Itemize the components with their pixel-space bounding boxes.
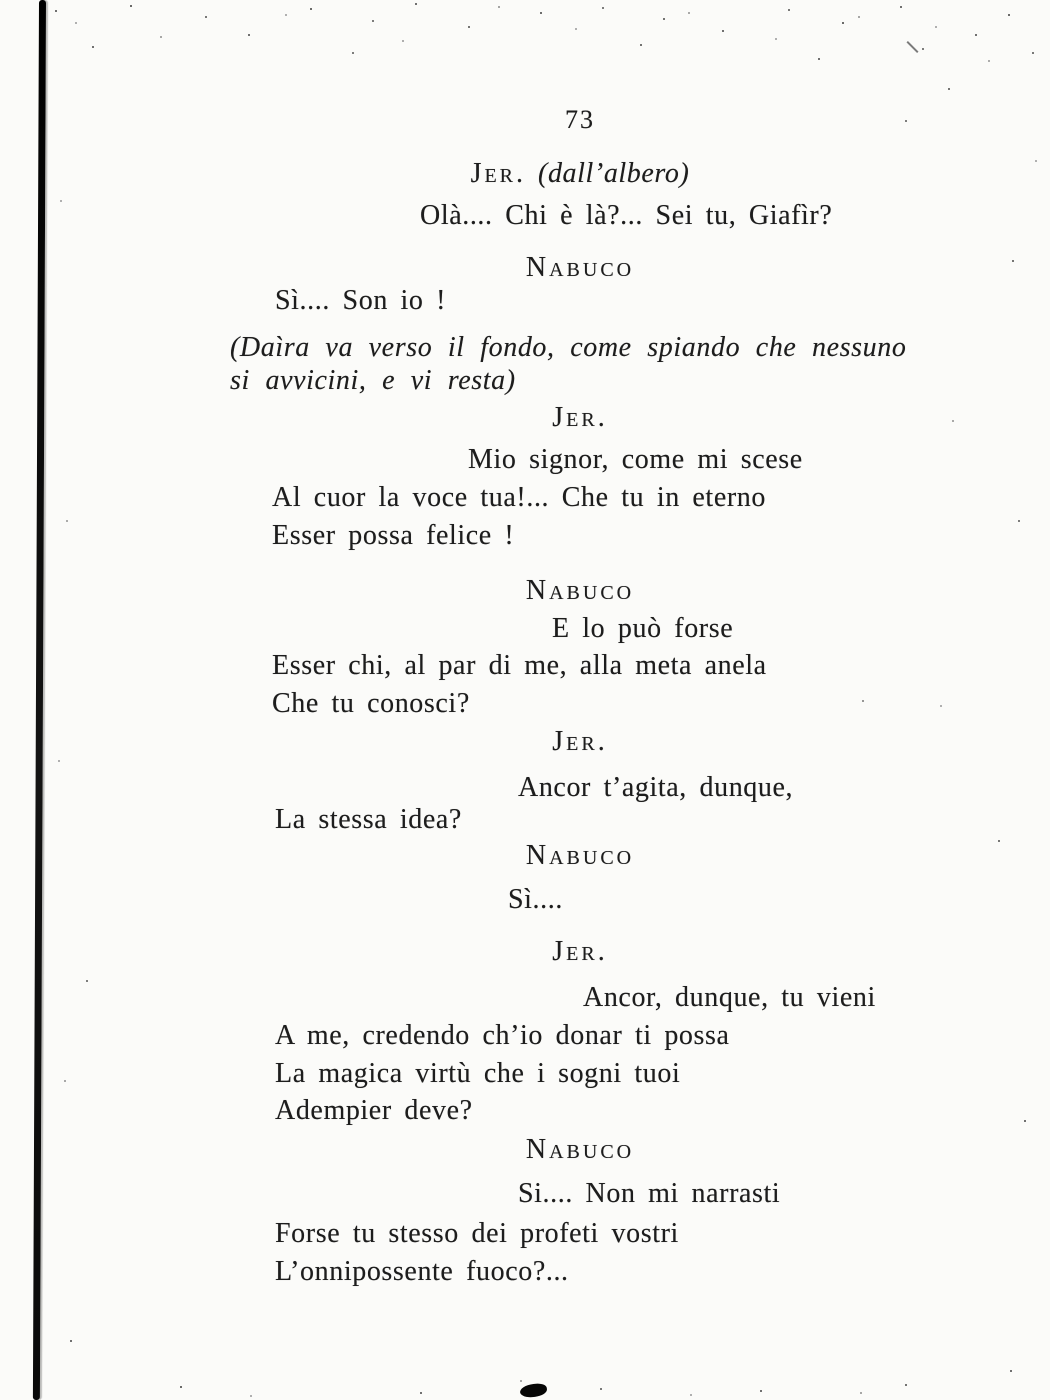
dialogue-line: A me, credendo ch’io donar ti possa [275, 1020, 730, 1051]
dialogue-line: Adempier deve? [275, 1095, 473, 1126]
speaker-heading: Nabuco [525, 252, 635, 283]
speaker-heading: Jer. [552, 402, 608, 433]
dialogue-line: Esser chi, al par di me, alla meta anela [272, 650, 767, 681]
speaker-heading: Jer. [552, 936, 608, 967]
dialogue-line: Ancor, dunque, tu vieni [583, 982, 876, 1013]
speaker-heading: Nabuco [525, 575, 635, 606]
speaker-heading: Jer. [552, 726, 608, 757]
stage-direction-inline: (dall’albero) [538, 158, 690, 189]
stage-direction-line: si avvicini, e vi resta) [230, 365, 516, 396]
scan-scratch-mark [906, 41, 918, 53]
scan-noise-light [0, 0, 2, 2]
speaker-name: Jer. [470, 158, 527, 189]
dialogue-line: Si.... Non mi narrasti [518, 1178, 781, 1209]
speaker-heading: Nabuco [525, 1134, 635, 1165]
dialogue-line: Al cuor la voce tua!... Che tu in eterno [272, 482, 766, 513]
book-gutter-line [33, 0, 46, 1400]
dialogue-line: Sì.... [508, 884, 563, 915]
stage-direction-line: (Daìra va verso il fondo, come spiando che nessuno [230, 332, 907, 363]
dialogue-line: La stessa idea? [275, 804, 462, 835]
dialogue-line: Mio signor, come mi scese [468, 444, 803, 475]
ink-blot [519, 1382, 547, 1398]
dialogue-line: La magica virtù che i sogni tuoi [275, 1058, 681, 1089]
dialogue-line: Che tu conosci? [272, 688, 470, 719]
dialogue-line: Olà.... Chi è là?... Sei tu, Giafìr? [420, 200, 833, 231]
dialogue-line: Ancor t’agita, dunque, [518, 772, 794, 803]
speaker-heading: Nabuco [525, 840, 635, 871]
dialogue-line: E lo può forse [552, 613, 734, 644]
dialogue-line: Forse tu stesso dei profeti vostri [275, 1218, 679, 1249]
page-number: 73 [565, 105, 595, 134]
dialogue-line: Sì.... Son io ! [275, 285, 447, 316]
dialogue-line: L’onnipossente fuoco?... [275, 1256, 569, 1287]
speaker-heading-with-direction [110, 158, 1050, 190]
dialogue-line: Esser possa felice ! [272, 520, 515, 551]
